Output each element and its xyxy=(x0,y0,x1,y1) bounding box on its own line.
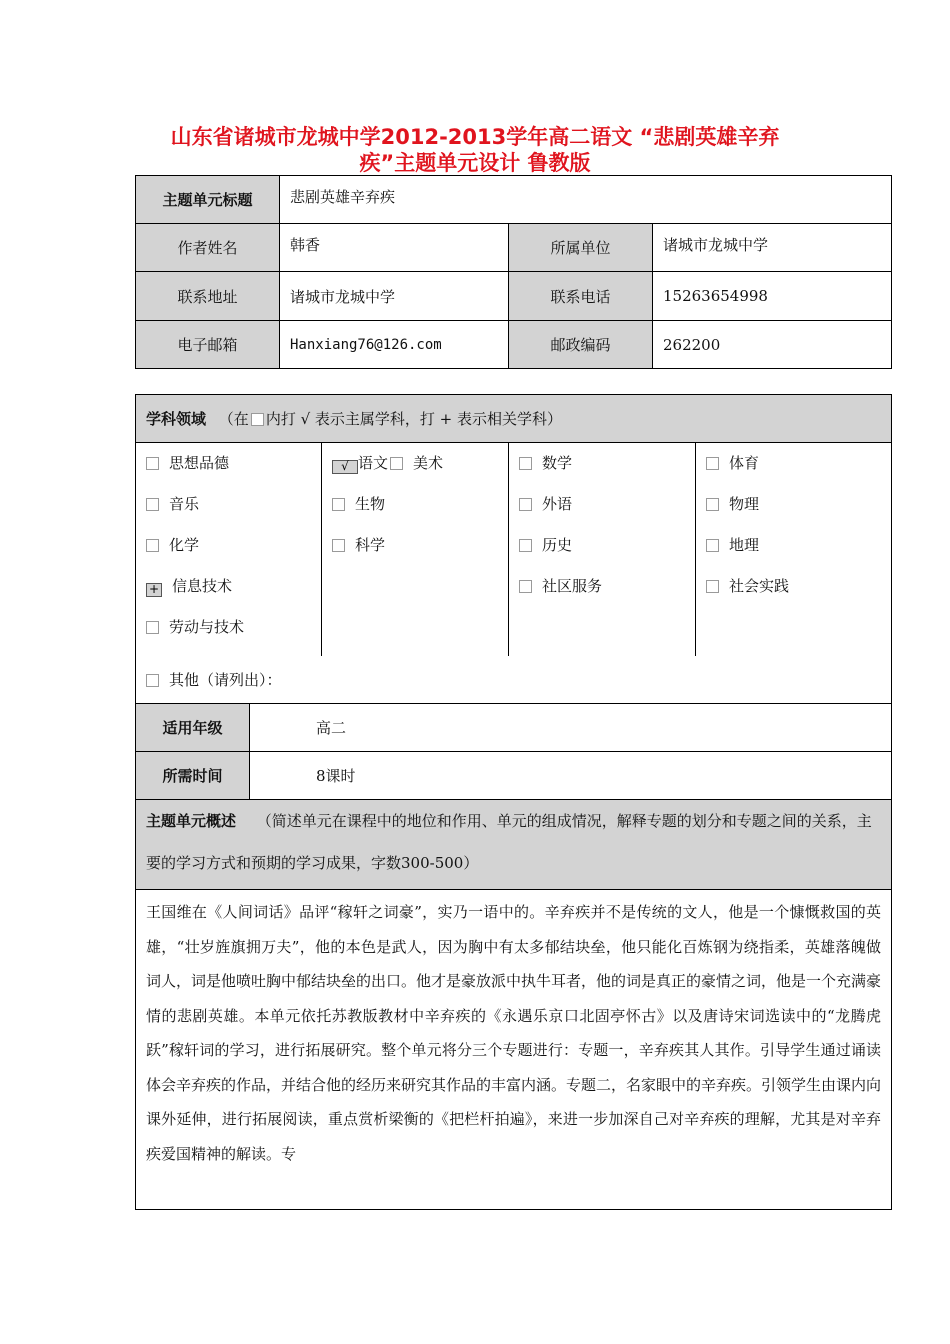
subject-header-note-a: （在 xyxy=(218,410,249,428)
subject-item[interactable] xyxy=(332,484,498,525)
subject-label: 地理 xyxy=(729,536,760,554)
grade-label: 适用年级 xyxy=(136,704,250,752)
checkbox-icon[interactable] xyxy=(519,457,532,470)
plus-checkbox-icon[interactable]: + xyxy=(146,583,162,597)
subject-label: 化学 xyxy=(169,536,200,554)
address-label: 联系地址 xyxy=(136,272,280,321)
subject-header-label: 学科领域 xyxy=(146,410,207,428)
overview-note: （简述单元在课程中的地位和作用、单元的组成情况，解释专题的划分和专题之间的关系，主要的学习方式和预期的学习成果，字数300-500） xyxy=(146,812,872,872)
checkbox-icon[interactable] xyxy=(706,580,719,593)
subject-item[interactable] xyxy=(519,443,685,484)
subject-column-3 xyxy=(509,443,696,656)
subject-label: 语文 xyxy=(358,454,389,472)
email-value: Hanxiang76@126.com xyxy=(280,321,509,369)
subject-label: 社会实践 xyxy=(729,577,790,595)
time-label: 所需时间 xyxy=(136,752,250,800)
checkbox-icon[interactable] xyxy=(146,674,159,687)
subject-label: 音乐 xyxy=(169,495,200,513)
subject-item[interactable] xyxy=(519,484,685,525)
checkbox-icon[interactable] xyxy=(146,498,159,511)
checkbox-icon[interactable] xyxy=(146,457,159,470)
subject-item[interactable] xyxy=(146,484,311,525)
checkbox-icon[interactable] xyxy=(706,457,719,470)
subject-item[interactable] xyxy=(146,607,311,648)
overview-header xyxy=(136,800,892,890)
subject-item[interactable] xyxy=(519,566,685,607)
subject-item[interactable] xyxy=(146,443,311,484)
subject-header xyxy=(136,395,892,443)
checkbox-icon[interactable] xyxy=(706,539,719,552)
subject-table xyxy=(135,394,892,1210)
phone-label: 联系电话 xyxy=(509,272,653,321)
postcode-label: 邮政编码 xyxy=(509,321,653,369)
theme-title-value: 悲剧英雄辛弃疾 xyxy=(280,176,892,224)
phone-value: 15263654998 xyxy=(653,272,892,321)
checkbox-icon[interactable] xyxy=(706,498,719,511)
subject-item[interactable] xyxy=(519,525,685,566)
subject-label: 体育 xyxy=(729,454,760,472)
subject-item[interactable] xyxy=(146,525,311,566)
checkbox-icon xyxy=(251,413,264,426)
subject-item[interactable] xyxy=(706,443,881,484)
time-value: 8课时 xyxy=(250,752,892,800)
overview-text: 王国维在《人间词话》品评“稼轩之词豪”，实乃一语中的。辛弃疾并不是传统的文人，他是一个慷慨救国的英雄，“壮岁旌旗拥万夫”，他的本色是武人，因为胸中有太多郁结块垒，他只能化百炼钢为绕指柔，英雄落魄做词人，词是他喷吐胸中郁结块垒的出口。他才是豪放派中执牛耳者，他的词是真正的豪情之词，他是一个充满豪情的悲剧英雄。本单元依托苏教版教材中辛弃疾的《永遇乐京口北固亭怀古》以及唐诗宋词选读中的“龙腾虎跃”稼轩词的学习，进行拓展研究。整个单元将分三个专题进行：专题一，辛弃疾其人其作。引导学生通过诵读体会辛弃疾的作品，并结合他的经历来研究其作品的丰富内涵。专题二，名家眼中的辛弃疾。引领学生由课内向课外延伸，进行拓展阅读，重点赏析梁衡的《把栏杆拍遍》，来进一步加深自己对辛弃疾的理解，尤其是对辛弃疾爱国精神的解读。专 xyxy=(146,903,882,1163)
unit-label: 所属单位 xyxy=(509,224,653,272)
checkbox-icon[interactable] xyxy=(390,457,403,470)
subject-label: 信息技术 xyxy=(172,577,233,595)
subject-other-label: 其他（请列出）： xyxy=(169,670,282,689)
subject-label: 历史 xyxy=(542,536,573,554)
subject-item[interactable] xyxy=(332,443,498,484)
subject-item[interactable] xyxy=(706,484,881,525)
checkbox-icon[interactable] xyxy=(519,580,532,593)
info-table xyxy=(135,175,892,369)
subject-item[interactable] xyxy=(706,525,881,566)
title-line-1: 山东省诸城市龙城中学2012-2013学年高二语文 “悲剧英雄辛弃 xyxy=(170,125,780,149)
author-label: 作者姓名 xyxy=(136,224,280,272)
theme-title-label: 主题单元标题 xyxy=(136,176,280,224)
checkbox-icon[interactable] xyxy=(146,539,159,552)
unit-value: 诸城市龙城中学 xyxy=(653,224,892,272)
title-line-2: 疾”主题单元设计 鲁教版 xyxy=(359,151,591,175)
address-value: 诸城市龙城中学 xyxy=(280,272,509,321)
check-checkbox-icon[interactable]: √ xyxy=(332,460,358,474)
subject-label: 思想品德 xyxy=(169,454,230,472)
subject-column-1 xyxy=(136,443,322,656)
checkbox-icon[interactable] xyxy=(332,539,345,552)
subject-item[interactable] xyxy=(146,566,311,607)
grade-value: 高二 xyxy=(250,704,892,752)
subject-item[interactable] xyxy=(706,566,881,607)
document-title xyxy=(140,124,810,176)
subject-other-row[interactable] xyxy=(136,656,892,704)
checkbox-icon[interactable] xyxy=(519,498,532,511)
overview-body xyxy=(136,890,892,1210)
subject-item[interactable] xyxy=(332,525,498,566)
subject-label: 数学 xyxy=(542,454,573,472)
email-label: 电子邮箱 xyxy=(136,321,280,369)
overview-label: 主题单元概述 xyxy=(146,812,237,830)
checkbox-icon[interactable] xyxy=(519,539,532,552)
checkbox-icon[interactable] xyxy=(146,621,159,634)
author-value: 韩香 xyxy=(280,224,509,272)
subject-column-2 xyxy=(322,443,509,656)
subject-label: 美术 xyxy=(413,454,444,472)
subject-label: 社区服务 xyxy=(542,577,603,595)
subject-label: 科学 xyxy=(355,536,386,554)
subject-label: 外语 xyxy=(542,495,573,513)
subject-label: 生物 xyxy=(355,495,386,513)
subject-label: 物理 xyxy=(729,495,760,513)
subject-column-4 xyxy=(696,443,892,656)
subject-header-note-b: 内打 √ 表示主属学科，打 + 表示相关学科） xyxy=(265,410,563,428)
checkbox-icon[interactable] xyxy=(332,498,345,511)
subject-label: 劳动与技术 xyxy=(169,618,245,636)
postcode-value: 262200 xyxy=(653,321,892,369)
